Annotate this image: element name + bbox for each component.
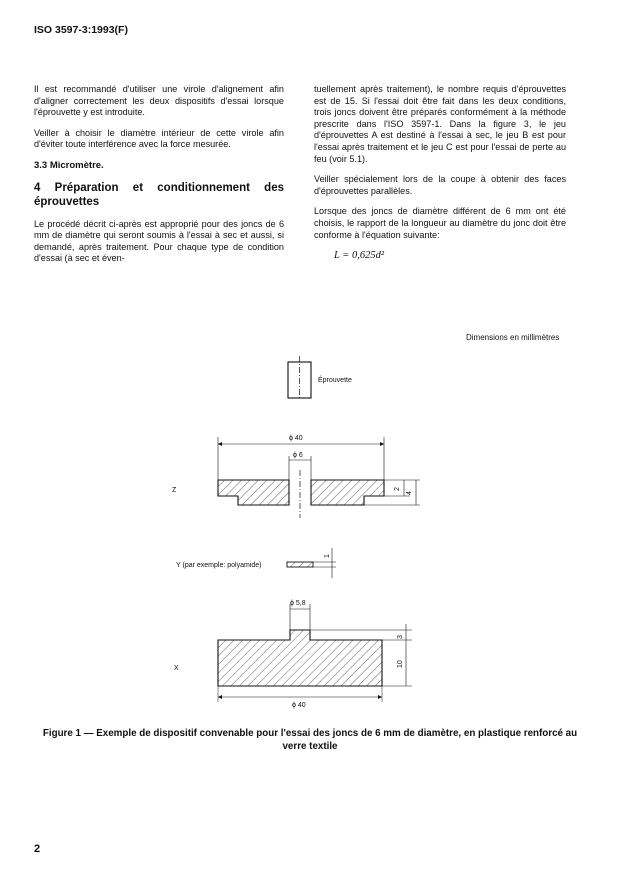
paragraph: Veiller spécialement lors de la coupe à obtenir des faces d'éprouvettes parallèles.: [314, 174, 566, 196]
paragraph: Lorsque des joncs de diamètre différent de 6 mm ont été choisis, le rapport de la longueur au diamètre du jonc doit être conforme à l'équation suivante:: [314, 206, 566, 240]
section-heading-3-3: 3.3 Micromètre.: [34, 159, 104, 171]
document-header: ISO 3597-3:1993(F): [34, 24, 128, 36]
paragraph: Il est recommandé d'utiliser une virole d'alignement afin d'aligner correctement les deux dispositifs d'essai lorsque l'éprouvette y est introduite.: [34, 84, 284, 118]
formula: L = 0,625d²: [334, 250, 385, 262]
label-z: Z: [172, 487, 177, 494]
dimensions-note: Dimensions en millimètres: [466, 333, 560, 342]
figure-1-drawing: [0, 350, 620, 722]
label-x: X: [174, 665, 179, 672]
paragraph: tuellement après traitement), le nombre requis d'éprouvettes est de 15. Si l'essai doit être fait dans les deux conditions, trois joncs doivent être préparés conformément à la méthode prescrite dans l'ISO 3597-1. Dans la figure 3, le jeu d'éprouvettes A est destiné à l'essai à sec, le jeu B est pour l'essai après traitement et le jeu C est pour l'essai de perte au feu (voir 5.1).: [314, 84, 566, 164]
right-column: [314, 84, 566, 262]
specimen-drawing: [288, 356, 352, 398]
dim-x-width: ϕ 40: [292, 702, 306, 709]
dim-x-boss-height: 3: [397, 635, 404, 639]
dim-z-hole: ϕ 6: [293, 452, 303, 459]
specimen-label: Éprouvette: [318, 377, 352, 384]
paragraph: Le procédé décrit ci-après est approprié pour des joncs de 6 mm de diamètre qui seront soumis à l'essai à sec et aussi, si demandé, après traitement. Pour chaque type de condition d'essai (à sec et éven-: [34, 218, 284, 264]
section-heading-4: 4 Préparation et conditionnement des éprouvettes: [34, 181, 284, 208]
page-number: 2: [34, 843, 41, 855]
part-y-drawing: [176, 548, 336, 578]
part-x-drawing: [174, 600, 412, 709]
dim-x-thick: 10: [397, 660, 404, 668]
dim-x-boss: ϕ 5,8: [290, 600, 306, 607]
dim-z-width: ϕ 40: [289, 435, 303, 442]
figure-caption: Figure 1 — Exemple de dispositif convenable pour l'essai des joncs de 6 mm de diamètre, en plastique renforcé au verre textile: [42, 728, 578, 752]
dim-y-thick: 1: [324, 554, 331, 558]
left-column: [34, 84, 284, 274]
dim-z-thick: 4: [406, 491, 413, 495]
part-z-drawing: [172, 435, 420, 518]
label-y: Y (par exemple: polyamide): [176, 562, 262, 569]
dim-z-step: 2: [394, 487, 401, 491]
paragraph: Veiller à choisir le diamètre intérieur de cette virole afin d'éviter toute interférence avec la force mesurée.: [34, 127, 284, 150]
